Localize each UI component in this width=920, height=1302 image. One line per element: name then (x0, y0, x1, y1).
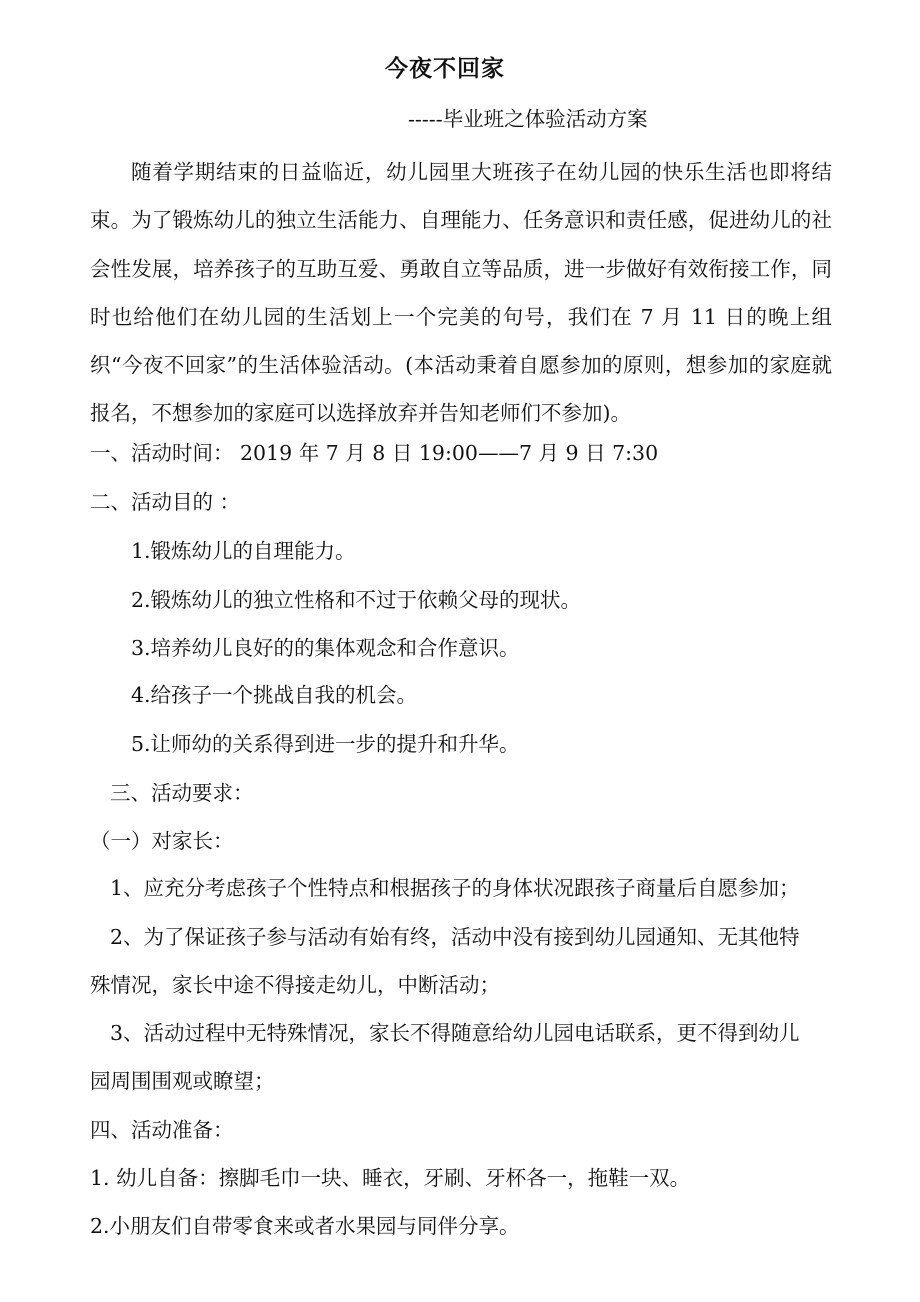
activity-time: 一、活动时间： 2019 年 7 月 8 日 19:00——7 月 9 日 7:30 (90, 441, 659, 465)
intro-paragraph: 随着学期结束的日益临近，幼儿园里大班孩子在幼儿园的快乐生活也即将结束。为了锻炼幼儿的独立生活能力、自理能力、任务意识和责任感，促进幼儿的社会性发展，培养孩子的互助互爱、勇敢自立等品质，进一步做好有效衔接工作，同时也给他们在幼儿园的生活划上一个完美的句号，我们在 7 月 11 日的晚上组织“今夜不回家”的生活体验活动。(本活动秉着自愿参加的原则，想参加的家庭就报名，不想参加的家庭可以选择放弃并告知老师们不参加)。 (90, 160, 832, 426)
document-title: 今夜不回家 (385, 55, 505, 82)
purpose-item: 1.锻炼幼儿的自理能力。 (131, 539, 356, 563)
purpose-item: 2.锻炼幼儿的独立性格和不过于依赖父母的现状。 (131, 588, 582, 612)
requirement-3-line-2: 园周围围观或瞭望； (90, 1069, 275, 1093)
requirement-2-line-2: 殊情况，家长中途不得接走幼儿，中断活动； (90, 973, 500, 997)
requirement-1: 1、应充分考虑孩子个性特点和根据孩子的身体状况跟孩子商量后自愿参加； (110, 876, 800, 900)
requirement-2-line-1: 2、为了保证孩子参与活动有始有终，活动中没有接到幼儿园通知、无其他特 (110, 925, 800, 949)
purpose-item: 3.培养幼儿良好的的集体观念和合作意识。 (131, 636, 520, 660)
document-subtitle: -----毕业班之体验活动方案 (408, 107, 648, 131)
requirements-heading: 三、活动要求： (110, 781, 254, 805)
purpose-item: 4.给孩子一个挑战自我的机会。 (131, 683, 418, 707)
preparation-heading: 四、活动准备： (90, 1118, 234, 1142)
purpose-item: 5.让师幼的关系得到进一步的提升和升华。 (131, 732, 520, 756)
preparation-item-1: 1. 幼儿自备：擦脚毛巾一块、睡衣，牙刷、牙杯各一，拖鞋一双。 (90, 1166, 691, 1190)
parents-subheading: （一）对家长： (90, 829, 234, 853)
purpose-heading: 二、活动目的 ： (90, 490, 241, 514)
preparation-item-2: 2.小朋友们自带零食来或者水果园与同伴分享。 (90, 1214, 520, 1238)
requirement-3-line-1: 3、活动过程中无特殊情况，家长不得随意给幼儿园电话联系，更不得到幼儿 (110, 1021, 800, 1045)
